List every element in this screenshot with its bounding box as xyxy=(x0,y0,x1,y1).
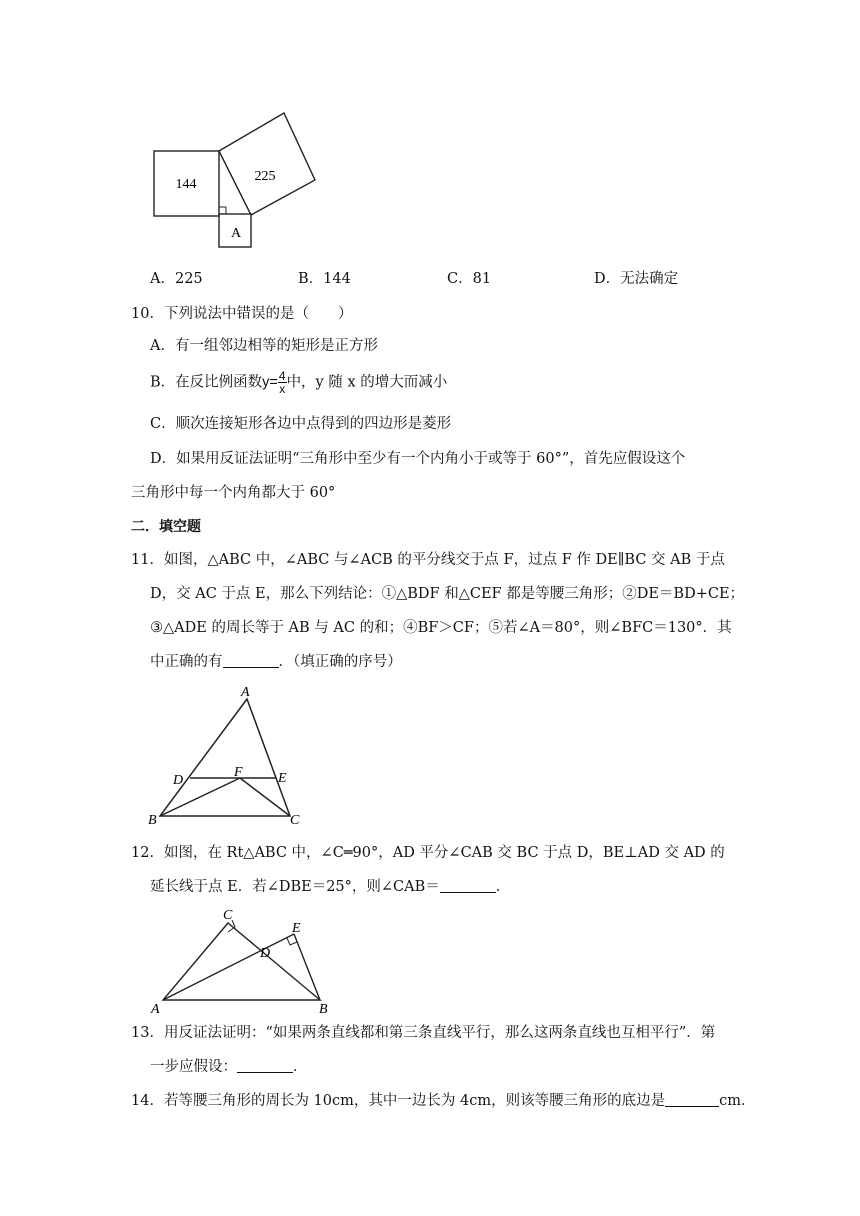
label-c: C xyxy=(223,908,233,923)
label-e: E xyxy=(278,771,287,786)
answer-blank-12[interactable] xyxy=(440,892,496,893)
q13-line2-post: ． xyxy=(293,1059,308,1075)
label-c: C xyxy=(290,813,300,827)
q12-line2-post: ． xyxy=(495,879,511,895)
answer-blank-13[interactable] xyxy=(237,1072,293,1073)
q10-option-d-line1: D．如果用反证法证明“三角形中至少有一个内角小于或等于 60°”，首先应假设这个 xyxy=(150,451,686,467)
q9-option-d: D．无法确定 xyxy=(594,271,679,287)
q10-option-a: A．有一组邻边相等的矩形是正方形 xyxy=(150,338,378,354)
segment-be xyxy=(294,934,320,1000)
q10-option-d-line2: 三角形中每一个内角都大于 60° xyxy=(131,485,336,501)
q10-option-c: C．顺次连接矩形各边中点得到的四边形是菱形 xyxy=(150,416,452,432)
answer-blank-14[interactable] xyxy=(665,1106,719,1107)
q12-line2 xyxy=(150,880,510,895)
label-b: B xyxy=(148,813,157,827)
q9-option-c: C．81 xyxy=(447,271,492,287)
q13-line2-pre: 一步应假设： xyxy=(150,1059,237,1075)
segment-bf xyxy=(160,778,240,816)
q10-stem: 10．下列说法中错误的是（ ） xyxy=(131,306,353,322)
q11-line2: D，交 AC 于点 E，那么下列结论：①△BDF 和△CEF 都是等腰三角形；②DE＝BD+CE； xyxy=(150,586,745,602)
q13-line2 xyxy=(150,1060,308,1075)
label-225: 225 xyxy=(254,169,276,184)
label-f: F xyxy=(234,765,243,780)
figure-right-triangle xyxy=(148,905,338,1017)
q14-line xyxy=(131,1094,755,1109)
q10-option-b xyxy=(150,370,447,395)
q10-option-b-pre: B．在反比例函数 xyxy=(150,374,263,391)
q9-option-a: A．225 xyxy=(150,271,203,287)
segment-ae xyxy=(163,934,294,1000)
q11-line1: 11．如图，△ABC 中，∠ABC 与∠ACB 的平分线交于点 F，过点 F 作 DE∥BC 交 AB 于点 xyxy=(131,552,725,568)
q13-line1: 13．用反证法证明：“如果两条直线都和第三条直线平行，那么这两条直线也互相平行”．第 xyxy=(131,1025,716,1041)
q11-line3: ③△ADE 的周长等于 AB 与 AC 的和；④BF＞CF；⑤若∠A＝80°，则∠BFC＝130°．其 xyxy=(150,620,732,636)
label-a: A xyxy=(241,685,250,700)
q10-option-b-post: 中，y 随 x 的增大而减小 xyxy=(286,374,448,391)
answer-blank-11[interactable] xyxy=(223,667,279,668)
function-y: y= xyxy=(262,374,278,391)
square-225 xyxy=(219,113,315,215)
fraction-denominator: x xyxy=(279,382,286,396)
figure-squares xyxy=(148,110,328,250)
q9-option-b: B．144 xyxy=(298,271,351,287)
section-title: 二．填空题 xyxy=(131,519,201,535)
figure-triangle-abc xyxy=(145,682,305,827)
label-d: D xyxy=(260,946,271,961)
fraction-numerator: 4 xyxy=(278,369,286,383)
label-144: 144 xyxy=(175,177,197,192)
q11-line4-post: ．（填正确的序号） xyxy=(278,654,402,670)
label-b: B xyxy=(319,1002,328,1017)
q14-post: cm． xyxy=(719,1093,756,1109)
q12-line1: 12．如图，在 Rt△ABC 中，∠C═90°，AD 平分∠CAB 交 BC 于点 D，BE⊥AD 交 AD 的 xyxy=(131,845,725,861)
label-a: A xyxy=(151,1002,160,1017)
fraction-4-over-x xyxy=(278,370,287,395)
q11-line4-pre: 中正确的有 xyxy=(150,654,223,670)
q14-pre: 14．若等腰三角形的周长为 10cm，其中一边长为 4cm，则该等腰三角形的底边是 xyxy=(131,1093,666,1109)
label-d: D xyxy=(173,773,184,788)
q12-line2-pre: 延长线于点 E．若∠DBE＝25°，则∠CAB＝ xyxy=(150,879,440,895)
label-e: E xyxy=(292,921,301,936)
q11-line4 xyxy=(150,655,402,670)
label-a: A xyxy=(230,226,242,241)
triangle-abc xyxy=(160,699,290,816)
